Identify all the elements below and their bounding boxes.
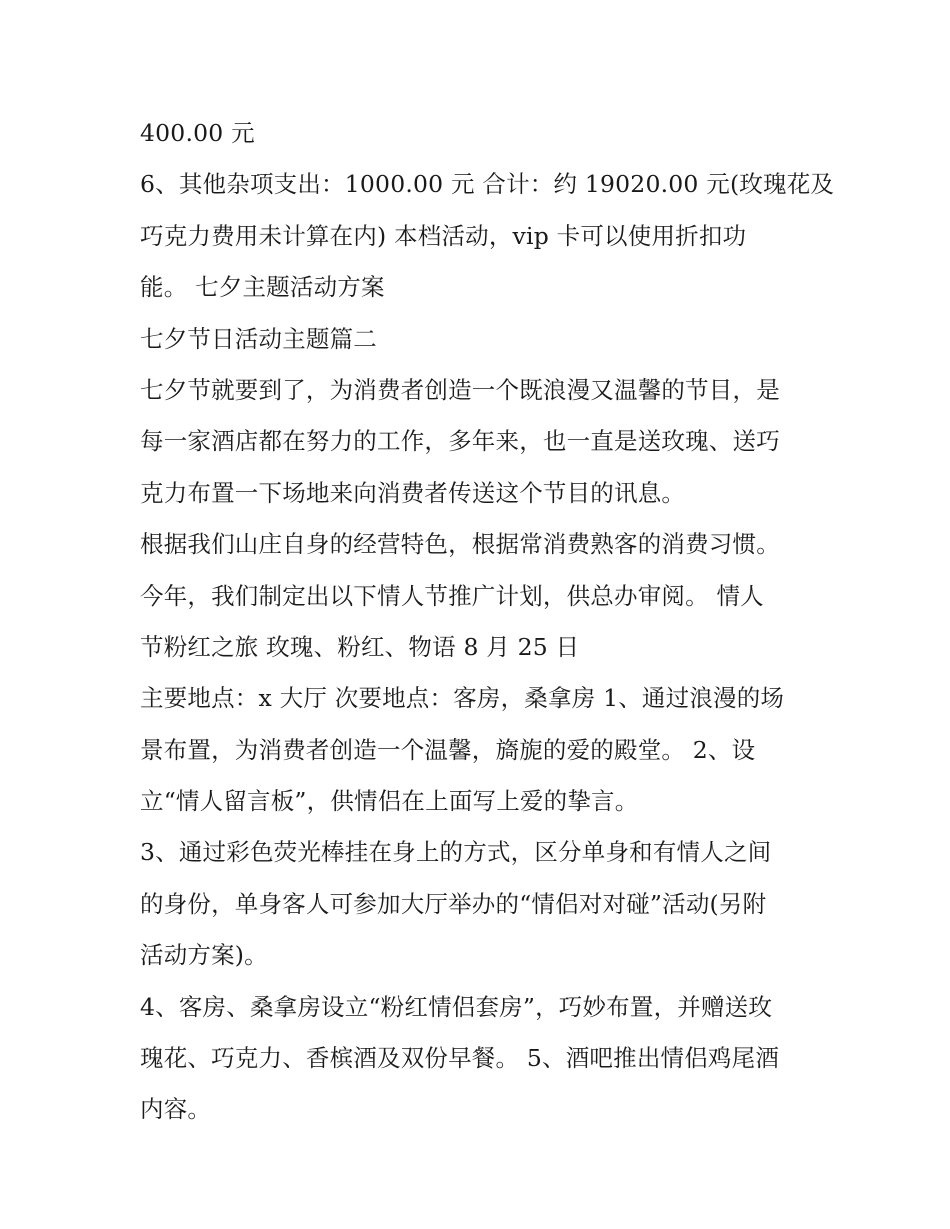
text-line: 每一家酒店都在努力的工作，多年来，也一直是送玫瑰、送巧 (140, 427, 780, 456)
text-line: 4、客房、桑拿房设立“粉红情侣套房”，巧妙布置，并赠送玫 (140, 992, 773, 1021)
text-line: 根据我们山庄自身的经营特色，根据常消费熟客的消费习惯。 (140, 530, 780, 559)
section-heading: 七夕节日活动主题篇二 (140, 324, 377, 353)
text-line: 6、其他杂项支出：1000.00 元 合计：约 19020.00 元(玫瑰花及 (140, 170, 835, 199)
text-line: 立“情人留言板”，供情侣在上面写上爱的挚言。 (140, 787, 639, 816)
text-line: 今年，我们制定出以下情人节推广计划，供总办审阅。 情人 (140, 581, 764, 610)
text-line: 节粉红之旅 玫瑰、粉红、物语 8 月 25 日 (140, 632, 580, 661)
text-line: 主要地点：x 大厅 次要地点：客房，桑拿房 1、通过浪漫的场 (140, 684, 785, 713)
text-line: 景布置，为消费者创造一个温馨，旖旎的爱的殿堂。 2、设 (140, 735, 756, 764)
text-line: 内容。 (140, 1095, 212, 1124)
text-line: 活动方案)。 (140, 941, 268, 970)
text-line: 七夕节就要到了，为消费者创造一个既浪漫又温馨的节目，是 (140, 375, 780, 404)
text-line: 400.00 元 (140, 119, 255, 147)
text-line: 能。 七夕主题活动方案 (140, 273, 385, 302)
text-line: 的身份，单身客人可参加大厅举办的“情侣对对碰”活动(另附 (140, 889, 767, 918)
text-line: 3、通过彩色荧光棒挂在身上的方式，区分单身和有情人之间 (140, 838, 772, 867)
text-line: 巧克力费用未计算在内) 本档活动，vip 卡可以使用折扣功 (140, 221, 747, 250)
document-body (140, 108, 835, 1136)
text-line: 克力布置一下场地来向消费者传送这个节目的讯息。 (140, 478, 686, 507)
text-line: 瑰花、巧克力、香槟酒及双份早餐。 5、酒吧推出情侣鸡尾酒 (140, 1044, 780, 1073)
